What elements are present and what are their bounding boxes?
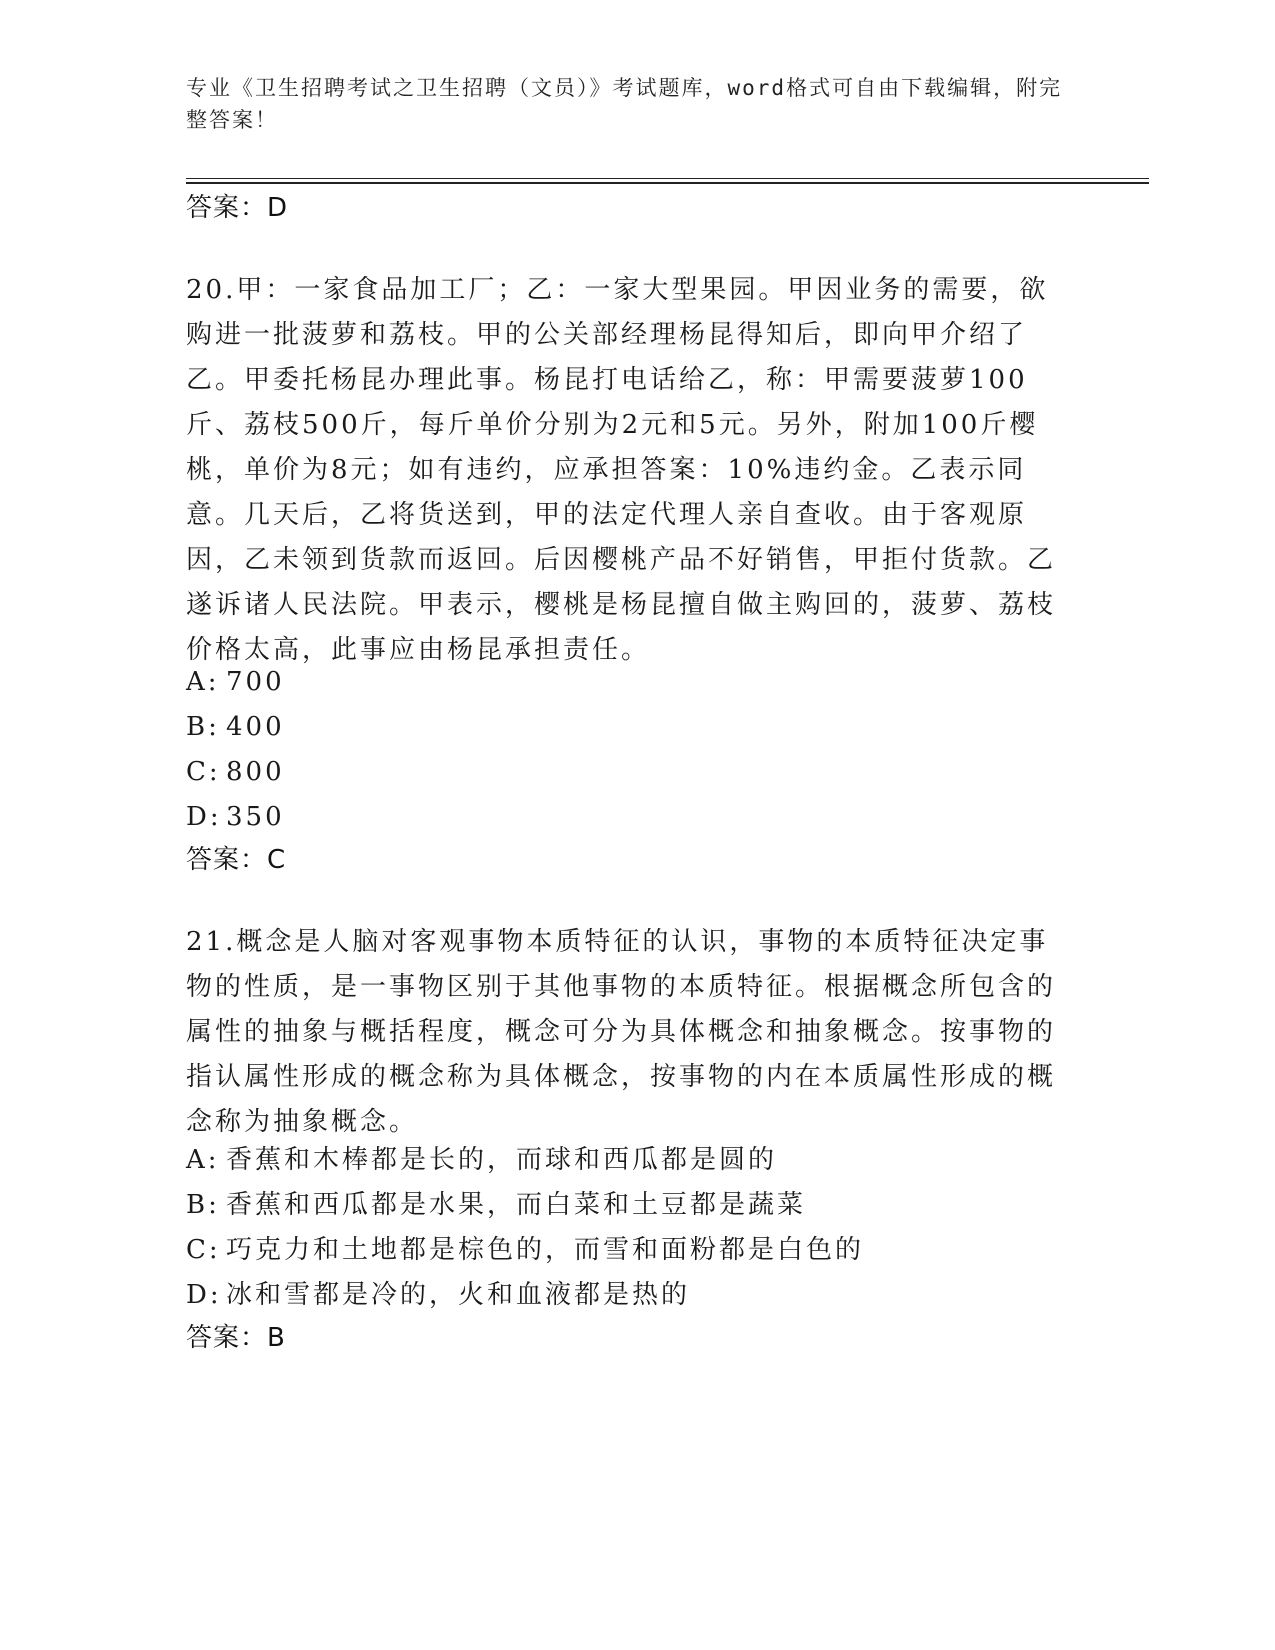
- page-header: 专业《卫生招聘考试之卫生招聘（文员）》考试题库，word格式可自由下载编辑，附完整答案！: [186, 76, 1063, 132]
- option-key: C:: [186, 1235, 221, 1265]
- header-divider-thick: [186, 182, 1149, 184]
- answer-question-21: 答案：B: [186, 1323, 286, 1353]
- question-21-option-c: [186, 1228, 1086, 1273]
- option-text: 香蕉和木棒都是长的，而球和西瓜都是圆的: [226, 1145, 778, 1175]
- header-divider-thin: [186, 178, 1149, 179]
- answer-question-20: 答案：C: [186, 845, 287, 875]
- option-text: 冰和雪都是冷的，火和血液都是热的: [226, 1280, 691, 1310]
- option-key: C:: [186, 757, 221, 787]
- question-21-option-d: [186, 1273, 1086, 1318]
- question-21-options: [186, 1138, 1086, 1318]
- option-text: 400: [226, 712, 285, 742]
- question-21-option-b: [186, 1183, 1086, 1228]
- question-21-option-a: [186, 1138, 1086, 1183]
- question-20-option-c: [186, 750, 1086, 795]
- option-key: A:: [186, 667, 220, 697]
- option-text: 香蕉和西瓜都是水果，而白菜和土豆都是蔬菜: [226, 1190, 807, 1220]
- option-text: 700: [226, 667, 285, 697]
- question-20-text: 20.甲：一家食品加工厂；乙：一家大型果园。甲因业务的需要，欲购进一批菠萝和荔枝。甲的公关部经理杨昆得知后，即向甲介绍了乙。甲委托杨昆办理此事。杨昆打电话给乙，称：甲需要菠萝100斤、荔枝500斤，每斤单价分别为2元和5元。另外，附加100斤樱桃，单价为8元；如有违约，应承担答案：10%违约金。乙表示同意。几天后，乙将货送到，甲的法定代理人亲自查收。由于客观原因，乙未领到货款而返回。后因樱桃产品不好销售，甲拒付货款。乙遂诉诸人民法院。甲表示，樱桃是杨昆擅自做主购回的，菠萝、荔枝价格太高，此事应由杨昆承担责任。: [186, 275, 1057, 665]
- option-text: 巧克力和土地都是棕色的，而雪和面粉都是白色的: [226, 1235, 865, 1265]
- option-text: 800: [226, 757, 285, 787]
- question-20-option-a: [186, 660, 1086, 705]
- question-20-option-d: [186, 795, 1086, 840]
- question-21-text: 21.概念是人脑对客观事物本质特征的认识，事物的本质特征决定事物的性质，是一事物区别于其他事物的本质特征。根据概念所包含的属性的抽象与概括程度，概念可分为具体概念和抽象概念。按事物的指认属性形成的概念称为具体概念，按事物的内在本质属性形成的概念称为抽象概念。: [186, 927, 1057, 1137]
- option-key: D:: [186, 802, 222, 832]
- question-20-options: [186, 660, 1086, 840]
- option-key: B:: [186, 712, 220, 742]
- option-key: B:: [186, 1190, 220, 1220]
- answer-previous: 答案：D: [186, 193, 289, 223]
- option-text: 350: [226, 802, 285, 832]
- question-20-option-b: [186, 705, 1086, 750]
- option-key: D:: [186, 1280, 222, 1310]
- option-key: A:: [186, 1145, 220, 1175]
